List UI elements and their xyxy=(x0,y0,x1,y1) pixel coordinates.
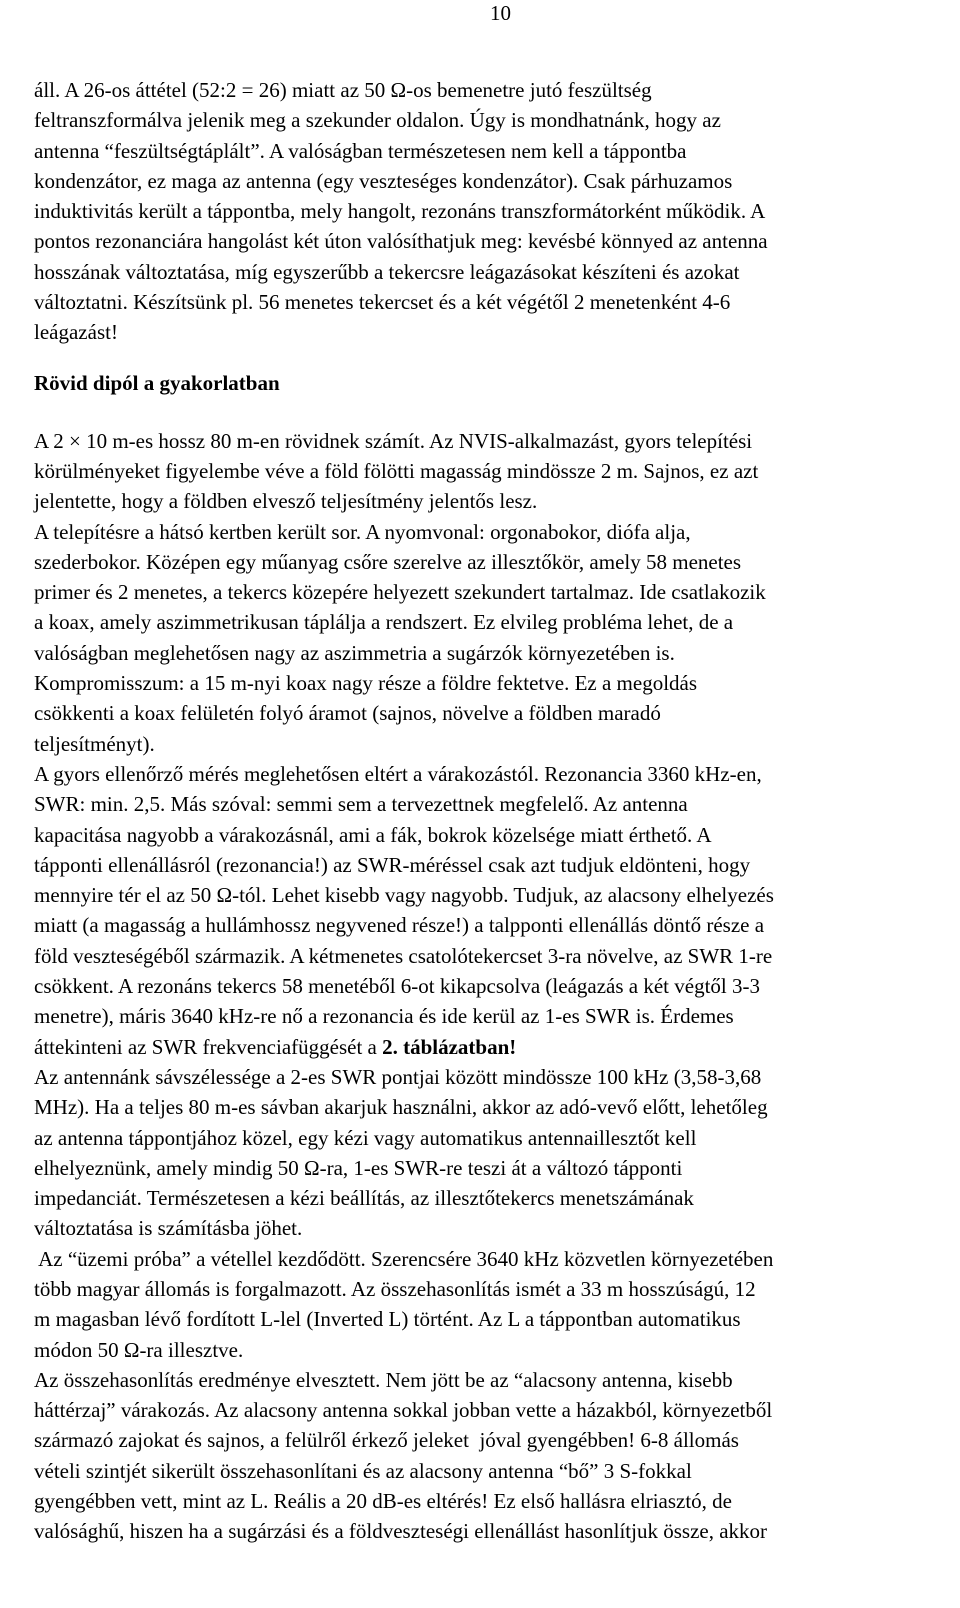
text-line: Kompromisszum: a 15 m-nyi koax nagy része a földre fektetve. Ez a megoldás xyxy=(34,671,698,696)
text-line: vételi szintjét sikerült összehasonlítani és az alacsony antenna “bő” 3 S-fokkal xyxy=(34,1458,692,1483)
text-line: elhelyeznünk, amely mindig 50 Ω-ra, 1-es SWR-re teszi át a változó tápponti xyxy=(34,1155,683,1180)
text-line: miatt (a magasság a hullámhossz negyvened része!) a talpponti ellenállás döntő része a xyxy=(34,913,765,938)
text-line: csökkent. A rezonáns tekercs 58 menetéből 6-ot kikapcsolva (leágazás a két végtől 3-3 xyxy=(34,974,760,999)
text-line: háttérzaj” várakozás. Az alacsony antenna sokkal jobban vette a házakból, környezetből xyxy=(34,1398,773,1423)
intro-paragraph xyxy=(34,75,934,348)
table-reference-text: áttekinteni az SWR frekvenciafüggését a xyxy=(34,1034,383,1059)
text-line: változtatni. Készítsünk pl. 56 menetes tekercset és a két végétől 2 menetenként 4-6 xyxy=(34,290,731,315)
text-line: kondenzátor, ez maga az antenna (egy veszteséges kondenzátor). Csak párhuzamos xyxy=(34,168,733,193)
text-line: Az összehasonlítás eredménye elvesztett. Nem jött be az “alacsony antenna, kisebb xyxy=(34,1367,733,1392)
text-line: A 2 × 10 m-es hossz 80 m-en rövidnek számít. Az NVIS-alkalmazást, gyors telepítési xyxy=(34,428,753,453)
text-line: pontos rezonanciára hangolást két úton valósíthatjuk meg: kevésbé könnyed az antenna xyxy=(34,229,768,254)
text-line: primer és 2 menetes, a tekercs közepére helyezett szekundert tartalmaz. Ide csatlakozik xyxy=(34,580,766,605)
text-line: szederbokor. Középen egy műanyag csőre szerelve az illesztőkör, amely 58 menetes xyxy=(34,549,742,574)
text-line: valóságban meglehetősen nagy az aszimmetria a sugárzók környezetében is. xyxy=(34,640,675,665)
text-line: csökkenti a koax felületén folyó áramot (sajnos, növelve a földben maradó xyxy=(34,701,661,726)
text-line: teljesítményt). xyxy=(34,731,155,756)
text-line: MHz). Ha a teljes 80 m-es sávban akarjuk használni, akkor az adó-vevő előtt, lehetőleg xyxy=(34,1095,768,1120)
text-line: menetre), máris 3640 kHz-re nő a rezonancia és ide kerül az 1-es SWR is. Érdemes xyxy=(34,1004,734,1029)
text-line: Az “üzemi próba” a vétellel kezdődött. Szerencsére 3640 kHz közvetlen környezetében xyxy=(34,1246,774,1271)
text-line: az antenna táppontjához közel, egy kézi vagy automatikus antennaillesztőt kell xyxy=(34,1125,697,1150)
text-line: jelentette, hogy a földben elvesző teljesítmény jelentős lesz. xyxy=(34,489,538,514)
text-line: impedanciát. Természetesen a kézi beállítás, az illesztőtekercs menetszámának xyxy=(34,1186,694,1211)
text-line: kapacitása nagyobb a várakozásnál, ami a fák, bokrok közelsége miatt érthető. A xyxy=(34,822,712,847)
table-reference-line xyxy=(34,1032,934,1062)
text-line: m magasban lévő fordított L-lel (Inverted L) történt. Az L a táppontban automatikus xyxy=(34,1307,741,1332)
text-line: áll. A 26-os áttétel (52:2 = 26) miatt az 50 Ω-os bemenetre jutó feszültség xyxy=(34,78,652,102)
text-line: hosszának változtatása, míg egyszerűbb a tekercsre leágazásokat készíteni és azokat xyxy=(34,259,740,284)
text-line: A gyors ellenőrző mérés meglehetősen eltért a várakozástól. Rezonancia 3360 kHz-en, xyxy=(34,761,762,786)
text-line: induktivitás került a táppontba, mely hangolt, rezonáns transzformátorként működik. A xyxy=(34,199,766,224)
text-line: mennyire tér el az 50 Ω-tól. Lehet kisebb vagy nagyobb. Tudjuk, az alacsony elhelyezés xyxy=(34,883,774,908)
text-line: módon 50 Ω-ra illesztve. xyxy=(34,1337,244,1362)
text-line: A telepítésre a hátsó kertben került sor. A nyomvonal: orgonabokor, diófa alja, xyxy=(34,519,691,544)
text-line: változtatása is számításba jöhet. xyxy=(34,1216,303,1241)
text-line: a koax, amely aszimmetrikusan táplálja a rendszert. Ez elvileg probléma lehet, de a xyxy=(34,610,734,635)
text-line: tápponti ellenállásról (rezonancia!) az SWR-méréssel csak azt tudjuk eldönteni, hogy xyxy=(34,852,751,877)
body-paragraph xyxy=(34,426,934,1547)
page-number: 10 xyxy=(490,1,511,25)
text-line: valósághű, hiszen ha a sugárzási és a földveszteségi ellenállást hasonlítjuk össze, akkor xyxy=(34,1519,768,1544)
text-line: antenna “feszültségtáplált”. A valóságban természetesen nem kell a táppontba xyxy=(34,138,687,163)
text-line: körülményeket figyelembe véve a föld fölötti magasság mindössze 2 m. Sajnos, ez azt xyxy=(34,458,759,483)
section-heading: Rövid dipól a gyakorlatban xyxy=(34,370,280,395)
table-reference-bold: 2. táblázatban! xyxy=(382,1034,517,1059)
text-line: SWR: min. 2,5. Más szóval: semmi sem a tervezettnek megfelelő. Az antenna xyxy=(34,792,688,817)
text-line: leágazást! xyxy=(34,320,118,345)
text-line: föld veszteségéből származik. A kétmenetes csatolótekercset 3-ra növelve, az SWR 1-re xyxy=(34,943,773,968)
text-line: gyengébben vett, mint az L. Reális a 20 dB-es eltérés! Ez első hallásra elriasztó, de xyxy=(34,1489,732,1514)
text-line: Az antennánk sávszélessége a 2-es SWR pontjai között mindössze 100 kHz (3,58-3,68 xyxy=(34,1064,762,1089)
document-body xyxy=(34,75,934,1547)
text-line: feltranszformálva jelenik meg a szekunder oldalon. Úgy is mondhatnánk, hogy az xyxy=(34,108,721,133)
text-line: származó zajokat és sajnos, a felülről érkező jeleket jóval gyengébben! 6-8 állomás xyxy=(34,1428,739,1453)
text-line: több magyar állomás is forgalmazott. Az összehasonlítás ismét a 33 m hosszúságú, 12 xyxy=(34,1276,756,1301)
